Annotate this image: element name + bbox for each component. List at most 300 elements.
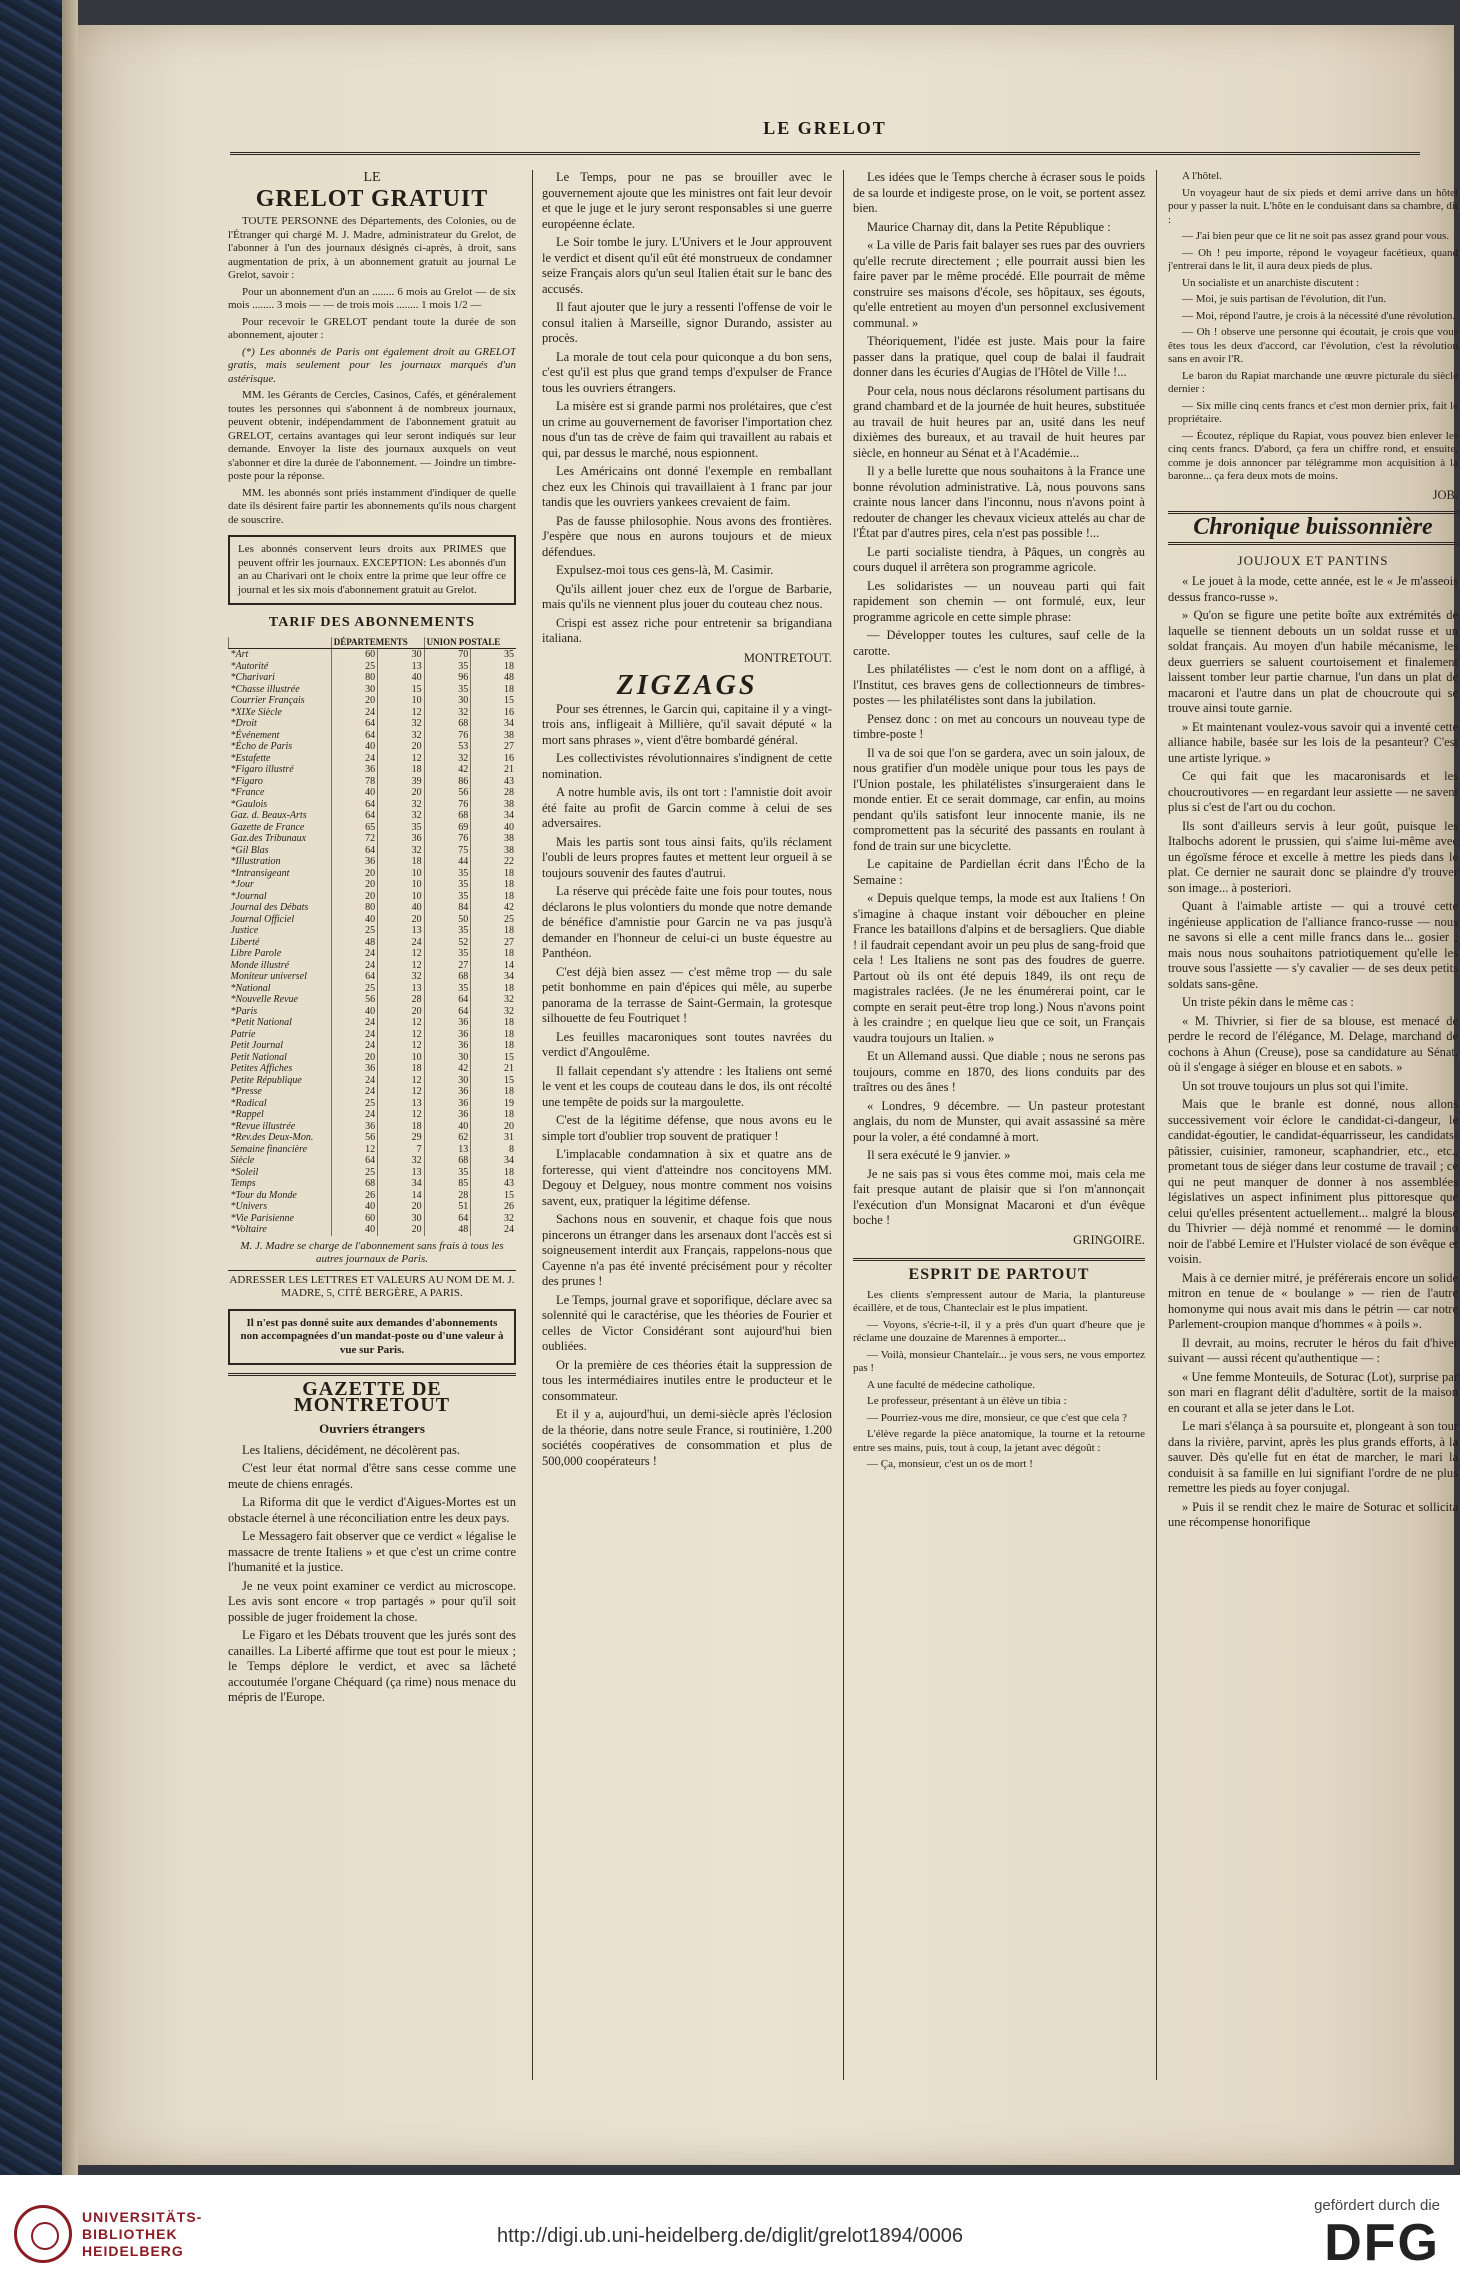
tarif-row bbox=[229, 822, 517, 834]
tarif-row bbox=[229, 994, 517, 1006]
tarif-row bbox=[229, 730, 517, 742]
tarif-row bbox=[229, 1006, 517, 1018]
paragraph: — Ça, monsieur, c'est un os de mort ! bbox=[867, 1458, 1033, 1470]
tarif-price: 32 bbox=[378, 810, 424, 822]
tarif-row bbox=[229, 776, 517, 788]
permalink-url[interactable]: http://digi.ub.uni-heidelberg.de/diglit/grelot1894/0006 bbox=[497, 2225, 963, 2247]
tarif-row bbox=[229, 1086, 517, 1098]
tarif-price: 36 bbox=[424, 1029, 471, 1041]
tarif-price: 25 bbox=[331, 983, 377, 995]
tarif-journal: Gazette de France bbox=[230, 821, 305, 833]
tarif-price: 20 bbox=[331, 868, 377, 880]
paragraph: Or la première de ces théories était la suppression de tous les intermédiaires inutiles entre le producteur et le consommateur. bbox=[542, 1357, 832, 1403]
tarif-journal: Journal Officiel bbox=[230, 913, 295, 925]
tarif-row bbox=[229, 1098, 517, 1110]
tarif-price: 64 bbox=[424, 994, 471, 1006]
tarif-price: 31 bbox=[471, 1132, 516, 1144]
paragraph: » Et maintenant voulez-vous savoir qui a inventé cette alliance habile, basée sur les lois de la pesanteur? C'est une artiste lyrique. » bbox=[1168, 719, 1458, 765]
tarif-price: 30 bbox=[331, 684, 377, 696]
gazette-title: GAZETTE DE MONTRETOUT bbox=[228, 1373, 516, 1413]
tarif-row bbox=[229, 1201, 517, 1213]
paragraph: Maurice Charnay dit, dans la Petite République : bbox=[867, 219, 1111, 234]
paragraph: — J'ai bien peur que ce lit ne soit pas assez grand pour vous. bbox=[1182, 230, 1450, 242]
tarif-journal: *France bbox=[230, 787, 265, 798]
tarif-price: 25 bbox=[471, 914, 516, 926]
tarif-journal: *Voltaire bbox=[230, 1224, 267, 1235]
paragraph: Et il y a, aujourd'hui, un demi-siècle après l'éclosion de la théorie, dans notre seule France, si routinière, 1.200 sociétés coopératives de consommation et plus de 500,000 coopérateurs ! bbox=[542, 1407, 832, 1468]
tarif-price: 48 bbox=[424, 1224, 471, 1236]
abonnes-paris-note: (*) Les abonnés de Paris ont également droit au GRELOT gratis, mais seulement pour les journaux marqués d'un astérisque. bbox=[228, 345, 516, 385]
tarif-price: 40 bbox=[331, 787, 377, 799]
paragraph: — Voilà, monsieur Chantelair... je vous sers, ne vous emportez pas ! bbox=[853, 1348, 1145, 1374]
tarif-price: 10 bbox=[378, 891, 424, 903]
paragraph: La Riforma dit que le verdict d'Aigues-Mortes est un obstacle éternel à une réconciliation entre les deux pays. bbox=[228, 1495, 516, 1525]
tarif-price: 20 bbox=[378, 1224, 424, 1236]
paragraph: « Une femme Monteuils, de Soturac (Lot), surprise par son mari en flagrant délit d'adultère, sortit de la maison en courant et alla se jeter dans le Lot. bbox=[1168, 1369, 1458, 1415]
tarif-price: 28 bbox=[471, 787, 516, 799]
gratuit-header-small: LE bbox=[363, 170, 381, 185]
tarif-journal: *Paris bbox=[230, 1005, 258, 1017]
tarif-price: 20 bbox=[471, 1121, 516, 1133]
esprit-body bbox=[853, 1289, 1145, 1472]
column-1 bbox=[228, 170, 516, 2080]
tarif-price: 27 bbox=[471, 937, 516, 949]
tarif-price: 18 bbox=[471, 684, 516, 696]
paragraph: — Pourriez-vous me dire, monsieur, ce que c'est que cela ? bbox=[867, 1411, 1127, 1424]
tarif-price: 36 bbox=[331, 764, 377, 776]
tarif-journal: Liberté bbox=[230, 936, 260, 948]
tarif-price: 36 bbox=[424, 1040, 471, 1052]
tarif-price: 64 bbox=[424, 1006, 471, 1018]
tarif-price: 36 bbox=[424, 1098, 471, 1110]
tarif-price: 56 bbox=[424, 787, 471, 799]
column-rule bbox=[1156, 170, 1157, 2080]
paragraph: Pensez donc : on met au concours un nouveau type de timbre-poste ! bbox=[853, 711, 1145, 741]
tarif-price: 32 bbox=[471, 994, 516, 1006]
tarif-price: 36 bbox=[331, 1063, 377, 1075]
tarif-price: 22 bbox=[471, 856, 516, 868]
tarif-price: 13 bbox=[378, 983, 424, 995]
tarif-price: 20 bbox=[378, 787, 424, 799]
tarif-price: 32 bbox=[378, 1155, 424, 1167]
paragraph: Un socialiste et un anarchiste discutent : bbox=[1182, 276, 1360, 289]
tarif-price: 14 bbox=[471, 960, 516, 972]
tarif-price: 30 bbox=[378, 1213, 424, 1225]
zigzags-title: ZIGZAGS bbox=[616, 670, 758, 701]
footer-bar bbox=[0, 2175, 1460, 2291]
tarif-price: 32 bbox=[378, 718, 424, 730]
paragraph: A notre humble avis, ils ont tort : l'amnistie doit avoir été faite au profit de Garcin comme à celui de ses adversaires. bbox=[542, 785, 832, 830]
tarif-row bbox=[229, 833, 517, 845]
tarif-journal: *Univers bbox=[230, 1201, 268, 1212]
tarif-price: 32 bbox=[424, 753, 471, 765]
tarif-journal: *Droit bbox=[230, 718, 257, 729]
signature-montretout: MONTRETOUT. bbox=[743, 650, 832, 665]
tarif-row bbox=[229, 937, 517, 949]
paragraph: Théoriquement, l'idée est juste. Mais pour la faire passer dans la pratique, quel coup de balai il faudrait donner dans les écuries d'Augias de l'Hôtel de Ville !... bbox=[853, 334, 1145, 379]
tarif-price: 96 bbox=[424, 672, 471, 684]
tarif-price: 38 bbox=[471, 799, 516, 811]
tarif-price: 20 bbox=[331, 879, 377, 891]
tarif-price: 76 bbox=[424, 730, 471, 742]
tarif-price: 18 bbox=[471, 879, 516, 891]
tarif-journal: *National bbox=[230, 982, 271, 994]
tarif-price: 24 bbox=[378, 937, 424, 949]
paragraph: L'élève regarde la pièce anatomique, la tourne et la retourne entre ses mains, puis, tout à coup, la jetant avec dégoût : bbox=[853, 1428, 1145, 1454]
tarif-row bbox=[229, 925, 517, 937]
tarif-price: 10 bbox=[378, 695, 424, 707]
tarif-price: 35 bbox=[424, 868, 471, 880]
tarif-title: TARIF DES ABONNEMENTS bbox=[268, 615, 476, 630]
tarif-price: 27 bbox=[471, 741, 516, 753]
tarif-row bbox=[229, 868, 517, 880]
paragraph: Le Figaro et les Débats trouvent que les jurés sont des canailles. La Liberté affirme que tout est pour le mieux ; le Temps déplore le verdict, et avec sa lâcheté accoutumée l'organe Chéquard (ça rime) nous menace du mépris de l'Europe. bbox=[228, 1628, 516, 1704]
tarif-row bbox=[229, 1178, 517, 1190]
paragraph: Ils sont d'ailleurs servis à leur goût, puisque les Italbochs adorent le prussien, qui s'aime lui-même avec un égoïsme féroce et excelle à mettre les pieds dans le plat. Ce dernier ne saurait donc se plaindre d'y trouver son image... à posteriori. bbox=[1168, 818, 1458, 895]
zigzags-body bbox=[542, 702, 832, 1470]
paragraph: Il faut ajouter que le jury a ressenti l'offense de voir le consul italien à Marseille, signor Durando, assister au procès. bbox=[542, 300, 832, 345]
tarif-price: 15 bbox=[471, 1052, 516, 1064]
chronique-subtitle: JOUJOUX ET PANTINS bbox=[1237, 552, 1389, 568]
tarif-price: 44 bbox=[424, 856, 471, 868]
tarif-price: 80 bbox=[331, 902, 377, 914]
tarif-price: 16 bbox=[471, 707, 516, 719]
paragraph: Expulsez-moi tous ces gens-là, M. Casimir. bbox=[556, 563, 774, 577]
tarif-price: 30 bbox=[424, 1052, 471, 1064]
tarif-price: 64 bbox=[331, 845, 377, 857]
tarif-price: 36 bbox=[378, 833, 424, 845]
tarif-journal: *Petit National bbox=[230, 1017, 292, 1028]
tarif-price: 21 bbox=[471, 764, 516, 776]
warning-box bbox=[228, 1309, 516, 1366]
tarif-price: 40 bbox=[331, 914, 377, 926]
paragraph: Il devrait, au moins, recruter le héros du fait d'hiver suivant — aussi récent qu'authentique — : bbox=[1168, 1335, 1458, 1365]
tarif-row bbox=[229, 1017, 517, 1029]
tarif-price: 18 bbox=[471, 1086, 516, 1098]
tarif-price: 40 bbox=[378, 902, 424, 914]
tarif-price: 42 bbox=[424, 764, 471, 776]
masthead bbox=[230, 110, 1420, 155]
signature-gringoire: GRINGOIRE. bbox=[1073, 1232, 1145, 1247]
paragraph: Le mari s'élança à sa poursuite et, plongeant à son tour dans la rivière, parvint, après les plus grands efforts, à la sauver. Dès qu'elle fut en état de marcher, le mari la conduisit à sa famille en lui signifiant l'ordre de ne plus remettre les pieds au foyer conjugal. bbox=[1168, 1419, 1458, 1495]
tarif-journal: *Presse bbox=[230, 1086, 262, 1097]
tarif-price: 62 bbox=[424, 1132, 471, 1144]
uni-line: BIBLIOTHEK bbox=[82, 2225, 178, 2242]
tarif-price: 18 bbox=[471, 948, 516, 960]
tarif-price: 18 bbox=[471, 661, 516, 673]
tarif-price: 18 bbox=[471, 925, 516, 937]
tarif-journal: Patrie bbox=[230, 1028, 256, 1040]
paragraph: C'est leur état normal d'être sans cesse comme une meute de chiens enragés. bbox=[228, 1461, 516, 1491]
tarif-journal: Temps bbox=[230, 1178, 256, 1189]
tarif-row bbox=[229, 753, 517, 765]
paragraph: Le Soir tombe le jury. L'Univers et le Jour approuvent le verdict et disent qu'il eût été monstrueux de condamner seize Français alors qu'un seul Italien était sur le banc des accusés. bbox=[542, 235, 832, 296]
paragraph: Le parti socialiste tiendra, à Pâques, un congrès au cours duquel il arrêtera son programme agricole. bbox=[853, 544, 1145, 574]
paragraph: — Écoutez, réplique du Rapiat, vous pouvez bien enlever les cinq cents francs. D'abord, ça fera un chiffre rond, et ensuite, comme je dois annoncer par télégramme mon acquisition à la baronne... ça fera deux mots de moins. bbox=[1168, 429, 1458, 482]
tarif-price: 42 bbox=[424, 1063, 471, 1075]
tarif-row bbox=[229, 960, 517, 972]
paragraph: Le Temps, journal grave et soporifique, déclare avec sa solennité qui le caractérise, que les théories de Fourier et celles de Victor Considérant sont aujourd'hui bien oubliées. bbox=[542, 1292, 832, 1353]
tarif-price: 30 bbox=[378, 649, 424, 661]
tarif-row bbox=[229, 1109, 517, 1121]
tarif-price: 34 bbox=[471, 718, 516, 730]
tarif-price: 12 bbox=[378, 753, 424, 765]
tarif-journal: *Journal bbox=[230, 890, 267, 902]
tarif-price: 12 bbox=[378, 1040, 424, 1052]
tarif-price: 40 bbox=[331, 741, 377, 753]
paragraph: — Voyons, s'écrie-t-il, il y a près d'un quart d'heure que je réclame une douzaine de Marennes à emporter... bbox=[853, 1318, 1145, 1344]
paragraph: Le professeur, présentant à un élève un tibia : bbox=[867, 1395, 1067, 1407]
tarif-row bbox=[229, 1121, 517, 1133]
tarif-price: 20 bbox=[378, 914, 424, 926]
tarif-price: 13 bbox=[378, 925, 424, 937]
tarif-row bbox=[229, 914, 517, 926]
tarif-journal: *Revue illustrée bbox=[230, 1120, 296, 1132]
tarif-price: 15 bbox=[471, 1190, 516, 1202]
tarif-price: 35 bbox=[424, 684, 471, 696]
tarif-price: 60 bbox=[331, 1213, 377, 1225]
tarif-head: DÉPARTEMENTS bbox=[331, 637, 424, 649]
paragraph: Un sot trouve toujours un plus sot qui l'imite. bbox=[1182, 1078, 1409, 1093]
tarif-price: 32 bbox=[378, 730, 424, 742]
dfg-credit[interactable] bbox=[1314, 2197, 1440, 2272]
tarif-journal: Justice bbox=[230, 925, 259, 936]
paragraph: A une faculté de médecine catholique. bbox=[867, 1378, 1035, 1391]
tarif-journal: Petite République bbox=[230, 1074, 302, 1086]
column-rule bbox=[843, 170, 844, 2080]
paragraph: Le capitaine de Pardiellan écrit dans l'Écho de la Semaine : bbox=[853, 857, 1145, 887]
paragraph: Il fallait cependant s'y attendre : les Italiens ont semé le vent et les coups de couteau dans le dos, ils ont récolté une tempête de poids sur la margoulette. bbox=[542, 1063, 832, 1109]
tarif-price: 10 bbox=[378, 868, 424, 880]
tarif-head: UNION POSTALE bbox=[424, 637, 516, 649]
tarif-price: 65 bbox=[331, 822, 377, 834]
tarif-price: 30 bbox=[424, 695, 471, 707]
tarif-price: 14 bbox=[378, 1190, 424, 1202]
tarif-price: 38 bbox=[471, 833, 516, 845]
tarif-journal: *Autorité bbox=[230, 660, 269, 672]
paragraph: Les Italiens, décidément, ne décolèrent pas. bbox=[242, 1442, 460, 1457]
tarif-price: 24 bbox=[331, 1075, 377, 1087]
tarif-row bbox=[229, 891, 517, 903]
paragraph: « La ville de Paris fait balayer ses rues par des ouvriers qu'elle recrute directement ; elle pourrait aussi bien les faire paver par le même procédé. Elle pourrait de même construire ses maisons d'école, ses hôpitaux, ses égouts, qu'elle entretient au moyen d'un personnel exclusivement communal. » bbox=[853, 238, 1145, 330]
tarif-journal: *Soleil bbox=[230, 1166, 259, 1178]
tarif-journal: *Illustration bbox=[230, 856, 281, 867]
tarif-price: 13 bbox=[378, 661, 424, 673]
tarif-price: 21 bbox=[471, 1063, 516, 1075]
paragraph: — Moi, je suis partisan de l'évolution, dit l'un. bbox=[1182, 293, 1387, 305]
tarif-row bbox=[229, 845, 517, 857]
tarif-price: 10 bbox=[378, 1052, 424, 1064]
chronique-body bbox=[1168, 574, 1458, 1531]
tarif-price: 35 bbox=[424, 948, 471, 960]
paragraph: Il y a belle lurette que nous souhaitons à la France une bonne révolution administrative. Là, nous pouvons sans crainte nous lancer dans l'inconnu, nous n'avons point à redouter de changer les chevaux vicieux attelés au char de l'État par d'autres pires, cela n'est pas possible !... bbox=[853, 464, 1145, 540]
tarif-journal: Semaine financière bbox=[230, 1143, 308, 1155]
tarif-price: 18 bbox=[471, 1109, 516, 1121]
gratuit-list: Pour un abonnement d'un an ........ 6 mois au Grelot — de six mois ........ 3 mois — — de trois mois ........ 1 mois 1/2 — bbox=[228, 285, 516, 311]
tarif-price: 18 bbox=[378, 764, 424, 776]
tarif-price: 35 bbox=[378, 822, 424, 834]
tarif-price: 15 bbox=[378, 684, 424, 696]
chronique-title: Chronique buissonnière bbox=[1168, 511, 1458, 545]
tarif-price: 20 bbox=[331, 695, 377, 707]
tarif-row bbox=[229, 1063, 517, 1075]
tarif-journal: Petit National bbox=[230, 1051, 287, 1063]
tarif-row bbox=[229, 764, 517, 776]
tarif-row bbox=[229, 707, 517, 719]
paragraph: « Depuis quelque temps, la mode est aux Italiens ! On s'imagine à chaque instant voir déboucher en pleine France les bataillons d'alpins et de bersagliers. Que diable ! il faudrait cependant avoir un peu plus de sang-froid que cela ! Les Italiens ne sont pas des foudres de guerre. Partout où ils ont été depuis 1849, ils ont reçu de magistrales raclées. (Je ne les énumérerai point, car le compte en serait peut-être trop long.) Nous n'avons point à les craindre ; en quelque lieu que ce soit, un Français vaudra toujours un Italien. » bbox=[853, 891, 1145, 1045]
tarif-price: 12 bbox=[378, 1017, 424, 1029]
tarif-journal: *Événement bbox=[230, 729, 280, 741]
paragraph: » Puis il se rendit chez le maire de Soturac et sollicita une récompense honorifique bbox=[1168, 1499, 1458, 1529]
tarif-row bbox=[229, 1075, 517, 1087]
tarif-price: 35 bbox=[424, 983, 471, 995]
funded-by-text: gefördert durch die bbox=[1314, 2197, 1440, 2214]
tarif-journal: Petit Journal bbox=[230, 1040, 283, 1051]
tarif-journal: *Tour du Monde bbox=[230, 1189, 297, 1201]
primes-box-text: Les abonnés conservent leurs droits aux PRIMES que peuvent offrir les journaux. EXCEPTION: Les abonnés d'un an au Charivari ont le choix entre la prime que leur offre ce journal et les six mois d'abonnement gratuit au Grelot. bbox=[238, 543, 506, 596]
tarif-price: 19 bbox=[471, 1098, 516, 1110]
adresser-note: ADRESSER LES LETTRES ET VALEURS AU NOM DE M. J. MADRE, 5, CITÉ BERGÈRE, A PARIS. bbox=[228, 1270, 516, 1301]
tarif-price: 24 bbox=[471, 1224, 516, 1236]
paragraph: Sachons nous en souvenir, et chaque fois que nous pincerons un étranger dans les arsenaux dont l'accès est si soigneusement interdit aux Français, rappelons-nous que Cayenne n'a pas été inventé précisément pour y récolter des prunes ! bbox=[542, 1212, 832, 1288]
tarif-price: 35 bbox=[424, 1167, 471, 1179]
tarif-price: 18 bbox=[471, 1167, 516, 1179]
tarif-price: 12 bbox=[331, 1144, 377, 1156]
tarif-price: 18 bbox=[378, 1121, 424, 1133]
paragraph: La misère est si grande parmi nos prolétaires, que c'est un crime au gouvernement de favoriser l'importation chez nous d'un tas de crève de faim qui travaillent au rabais et qui, par dessus le marché, nous espionnent. bbox=[542, 399, 832, 460]
paragraph: Mais les partis sont tous ainsi faits, qu'ils réclament l'oubli de leurs propres fautes et mettent leur orgueil à se toujours souvenir des fautes d'autrui. bbox=[542, 834, 832, 880]
tarif-journal: *Gil Blas bbox=[230, 844, 269, 856]
tarif-price: 25 bbox=[331, 661, 377, 673]
tarif-price: 35 bbox=[424, 925, 471, 937]
tarif-price: 35 bbox=[424, 891, 471, 903]
tarif-price: 36 bbox=[424, 1109, 471, 1121]
gazette-body bbox=[228, 1443, 516, 1706]
paragraph: C'est de la légitime défense, que nous avons eu le simple tort d'oublier trop souvent de pratiquer ! bbox=[542, 1113, 832, 1143]
paragraph: Les feuilles macaroniques sont toutes navrées du verdict d'Angoulême. bbox=[542, 1029, 832, 1059]
paragraph: Le baron du Rapiat marchande une œuvre picturale du siècle dernier : bbox=[1168, 369, 1458, 395]
tarif-price: 18 bbox=[471, 1029, 516, 1041]
tarif-price: 43 bbox=[471, 776, 516, 788]
tarif-price: 7 bbox=[378, 1144, 424, 1156]
tarif-row bbox=[229, 879, 517, 891]
tarif-row bbox=[229, 661, 517, 673]
paragraph: « M. Thivrier, si fier de sa blouse, est menacé de perdre le record de l'élégance, M. Delage, marchand de cochons à Ahun (Creuse), pose sa candidature au Sénat, où il s'engage à siéger en blouse et en sabots. » bbox=[1168, 1013, 1458, 1074]
tarif-price: 12 bbox=[378, 1109, 424, 1121]
paragraph: Crispi est assez riche pour entretenir sa brigandiana italiana. bbox=[542, 615, 832, 645]
tarif-note: M. J. Madre se charge de l'abonnement sans frais à tous les autres journaux de Paris. bbox=[240, 1239, 504, 1265]
recevoir-text: Pour recevoir le GRELOT pendant toute la durée de son abonnement, ajouter : bbox=[228, 315, 516, 341]
paragraph: » Qu'on se figure une petite boîte aux extrémités de laquelle se tiennent debouts un un soldat russe et un soldat français. Au moyen d'un habile mécanisme, les deux guerriers se saluent courtoisement et finalement laissent tomber leur partie charnue, l'un dans un plat de macaroni et l'autre dans un plat de choucroute qui se trouve ainsi toute garnie. bbox=[1168, 608, 1458, 715]
tarif-price: 64 bbox=[331, 1155, 377, 1167]
paragraph: C'est déjà bien assez — c'est même trop — du sale petit bonhomme en pain d'épices qui mêle, au superbe panorama de la terrasse de Saint-Germain, la grotesque silhouette de feu Foutriquet ! bbox=[542, 964, 832, 1025]
tarif-price: 51 bbox=[424, 1201, 471, 1213]
tarif-price: 70 bbox=[424, 649, 471, 661]
tarif-journal: *Vie Parisienne bbox=[230, 1212, 294, 1224]
tarif-price: 68 bbox=[424, 718, 471, 730]
tarif-row bbox=[229, 971, 517, 983]
tarif-price: 18 bbox=[378, 856, 424, 868]
warning-text: Il n'est pas donné suite aux demandes d'abonnements non accompagnées d'un mandat-poste ou d'une valeur à vue sur Paris. bbox=[240, 1316, 504, 1356]
paragraph: Les Américains ont donné l'exemple en remballant chez eux les Chinois qui travaillaient à 1 franc par jour tandis que les ouvriers yankees crevaient de faim. bbox=[542, 464, 832, 509]
paragraph: Le Messagero fait observer que ce verdict « légalise le massacre de trente Italiens » et que c'est un crime contre l'humanité et la justice. bbox=[228, 1529, 516, 1574]
signature-job: JOB. bbox=[1432, 487, 1458, 502]
primes-box bbox=[228, 535, 516, 605]
tarif-price: 24 bbox=[331, 707, 377, 719]
tarif-price: 18 bbox=[471, 1017, 516, 1029]
paragraph: Pour ses étrennes, le Garcin qui, capitaine il y a vingt-trois ans, infligeait à Millière, qu'il savait député « la mort sans phrases », vient d'être bombardé général. bbox=[542, 701, 832, 747]
tarif-price: 18 bbox=[471, 983, 516, 995]
column-3-body bbox=[853, 170, 1145, 1229]
tarif-journal: *Rappel bbox=[230, 1109, 264, 1120]
paragraph: Les clients s'empressent autour de Maria, la plantureuse écaillère, et de tous, Chanteclair est le plus impatient. bbox=[853, 1288, 1145, 1314]
tarif-price: 30 bbox=[424, 1075, 471, 1087]
tarif-price: 18 bbox=[378, 1063, 424, 1075]
tarif-price: 18 bbox=[471, 891, 516, 903]
gazette-subtitle: Ouvriers étrangers bbox=[319, 1421, 425, 1436]
dfg-logo: DFG bbox=[1324, 2214, 1440, 2272]
paragraph: Mais que le branle est donné, nous allons successivement voir éclore le candidat-ci-dangeur, le candidat-égoutier, le candidat-équarrisseur, les candidats-pâtissier, cuisinier, ramoneur, scaphandrier, etc., etc., prometant tous de siéger dans leur costume de travail ; ce qui ne peut manquer de donner à nos assemblées législatives un aspect infiniment plus pittoresque que celui qu'elles présentent actuellement... malgré la blouse du Thivrier — déjà nommé et renommé — le domino noir de l'abbé Lemire et l'Hulster violacé de son évêque et voisin. bbox=[1168, 1097, 1458, 1266]
tarif-price: 40 bbox=[424, 1121, 471, 1133]
paragraph: A l'hôtel. bbox=[1182, 170, 1222, 182]
tarif-price: 32 bbox=[378, 971, 424, 983]
tarif-price: 24 bbox=[331, 1086, 377, 1098]
tarif-price: 28 bbox=[424, 1190, 471, 1202]
tarif-price: 64 bbox=[331, 810, 377, 822]
tarif-price: 20 bbox=[378, 1201, 424, 1213]
tarif-row bbox=[229, 741, 517, 753]
paragraph: Il sera exécuté le 9 janvier. » bbox=[867, 1148, 1011, 1162]
paragraph: — Six mille cinq cents francs et c'est mon dernier prix, fait le propriétaire. bbox=[1168, 399, 1458, 425]
tarif-price: 32 bbox=[424, 707, 471, 719]
tarif-price: 64 bbox=[331, 971, 377, 983]
tarif-row bbox=[229, 1213, 517, 1225]
tarif-row bbox=[229, 1224, 517, 1236]
tarif-price: 35 bbox=[471, 649, 516, 661]
tarif-journal: *Figaro bbox=[230, 775, 263, 787]
tarif-journal: Gaz.des Tribunaux bbox=[230, 833, 307, 844]
paragraph: Les idées que le Temps cherche à écraser sous le poids de sa lourde et indigeste prose, on le voit, se portent assez bien. bbox=[853, 170, 1145, 215]
tarif-price: 25 bbox=[331, 1098, 377, 1110]
tarif-price: 24 bbox=[331, 1017, 377, 1029]
tarif-journal: *Estafette bbox=[230, 752, 271, 764]
tarif-price: 26 bbox=[471, 1201, 516, 1213]
tarif-price: 42 bbox=[471, 902, 516, 914]
paragraph: — Oh ! observe une personne qui écoutait, je crois que vous êtes tous les deux d'accord, car l'évolution, c'est la révolution sans en avoir l'R. bbox=[1168, 326, 1458, 365]
tarif-row bbox=[229, 1167, 517, 1179]
tarif-price: 68 bbox=[424, 971, 471, 983]
tarif-row bbox=[229, 948, 517, 960]
tarif-price: 20 bbox=[378, 741, 424, 753]
tarif-price: 40 bbox=[471, 822, 516, 834]
tarif-price: 40 bbox=[331, 1224, 377, 1236]
tarif-journal: Petites Affiches bbox=[230, 1063, 293, 1074]
tarif-price: 75 bbox=[424, 845, 471, 857]
tarif-row bbox=[229, 718, 517, 730]
tarif-journal: *Rev.des Deux-Mon. bbox=[230, 1132, 314, 1143]
tarif-row bbox=[229, 1190, 517, 1202]
paragraph: Un voyageur haut de six pieds et demi arrive dans un hôtel pour y passer la nuit. L'hôte en le conduisant dans sa chambre, dit : bbox=[1168, 186, 1458, 226]
tarif-table bbox=[228, 637, 516, 1236]
column-4 bbox=[1168, 170, 1458, 2080]
tarif-price: 48 bbox=[471, 672, 516, 684]
paragraph: Je ne sais pas si vous êtes comme moi, mais cela me fait presque autant de plaisir que si l'on m'annonçait l'exécution d'un Monsignat Macaroni et d'un évêque boche ! bbox=[853, 1166, 1145, 1227]
tarif-price: 36 bbox=[424, 1086, 471, 1098]
tarif-journal: *Figaro illustré bbox=[230, 764, 294, 775]
tarif-price: 24 bbox=[331, 753, 377, 765]
tarif-price: 38 bbox=[471, 845, 516, 857]
tarif-price: 18 bbox=[471, 1040, 516, 1052]
